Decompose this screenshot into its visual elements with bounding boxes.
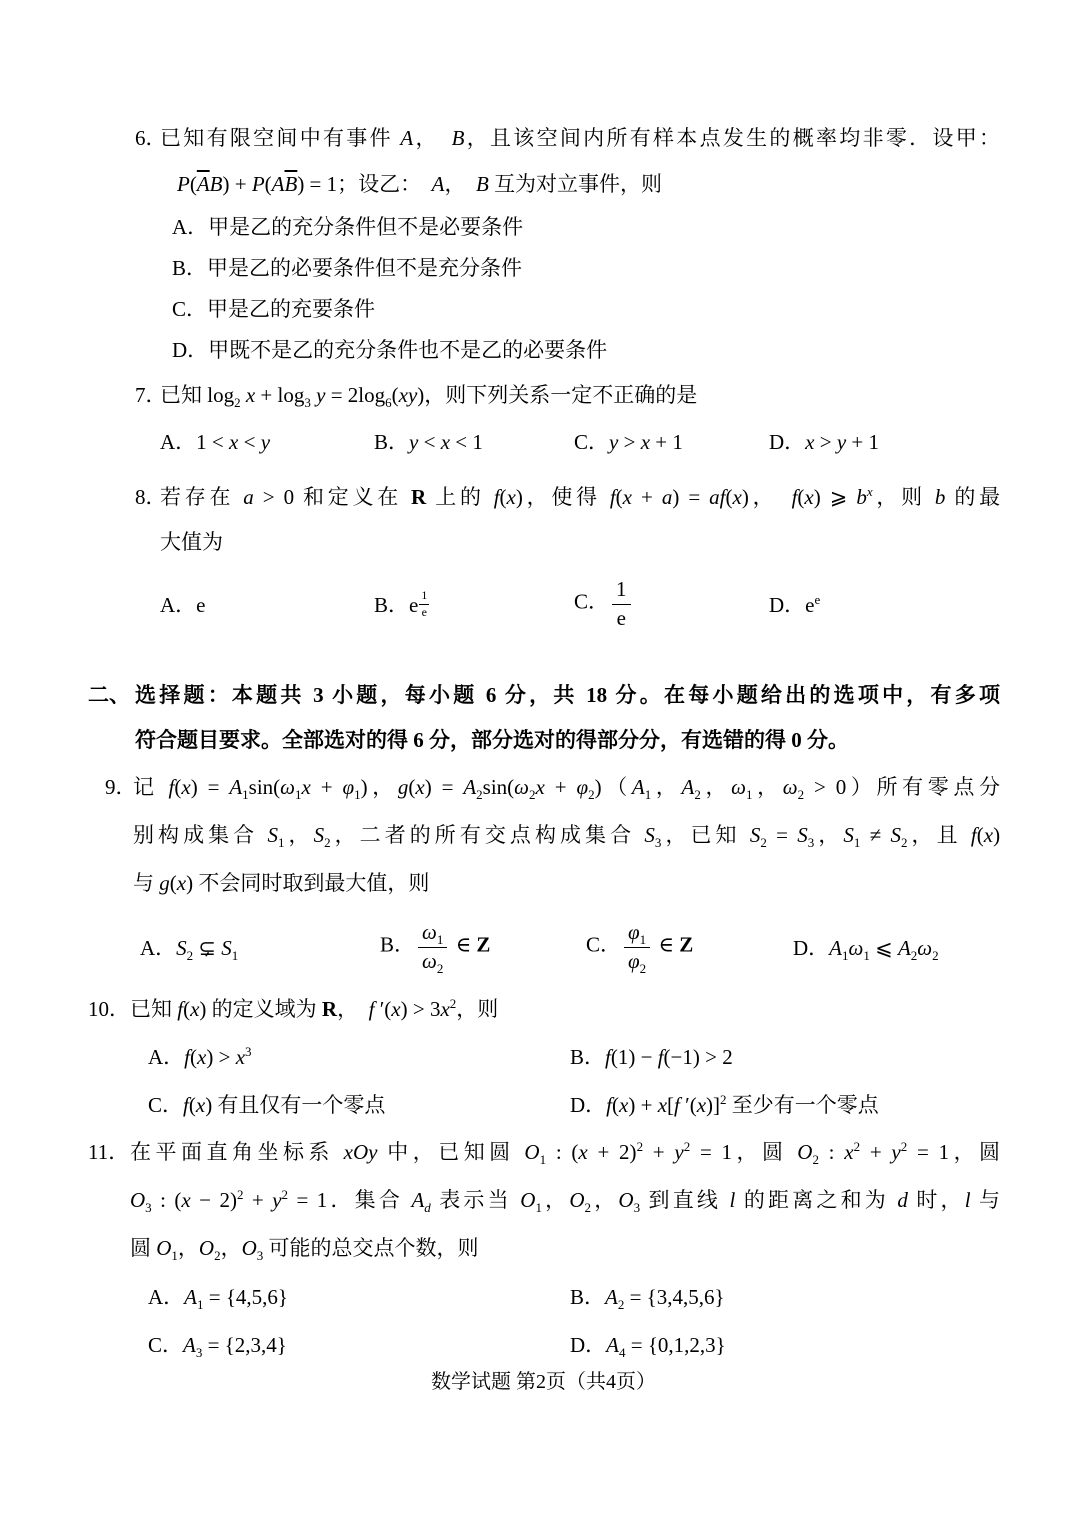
question-6-option-b: B．甲是乙的必要条件但不是充分条件 [172, 256, 523, 280]
question-9-line-2: 别构成集合 $S_1$，$S_2$，二者的所有交点构成集合 $S_3$，已知 $S_2 = S_3$，$S_1 \ne S_2$，且 f(x) [133, 823, 1001, 851]
question-6-line-1: 已知有限空间中有事件 A， B，且该空间内所有样本点发生的概率均非零．设甲： [160, 126, 1001, 150]
question-11-line-3: 圆 $O_1$，$O_2$，$O_3$ 可能的总交点个数，则 [130, 1236, 479, 1264]
question-7-option-b: B．y < x < 1 [374, 429, 483, 454]
section-2-header-line-1: 选择题：本题共 3 小题，每小题 6 分，共 18 分。在每小题给出的选项中，有多项 [135, 683, 1000, 707]
page-footer: 数学试题 第2页（共4页） [431, 1371, 656, 1393]
question-11-line-2: $O_3$ : $(x - 2)^2 + y^2 = 1$．集合 $A_d$ 表示当 $O_1$，$O_2$，$O_3$ 到直线 l 的距离之和为 d 时，l 与 [130, 1187, 1001, 1216]
question-11-option-a: A．$A_1 = \{4,5,6\}$ [148, 1285, 289, 1313]
question-8-number: 8． [135, 485, 167, 509]
question-8-option-b: B．e $^{\frac{1}{e}}$ [374, 587, 428, 619]
question-9-number: 9． [105, 775, 137, 799]
question-10-option-b: B．f(1) − f(−1) > 2 [570, 1045, 733, 1069]
question-7-option-d: D．x > y + 1 [769, 429, 880, 454]
question-11-line-1: 在平面直角坐标系 xOy 中，已知圆 $O_1$ : $(x + 2)^2 + y^2 = 1$，圆 $O_2$ : $x^2 + y^2 = 1$，圆 [130, 1139, 1001, 1168]
question-11-option-c: C．$A_3 = \{2,3,4\}$ [148, 1333, 287, 1361]
question-11 [88, 1128, 1000, 1368]
question-7 [88, 373, 1000, 463]
question-10-option-a: A．$f(x) > x^3$ [148, 1044, 252, 1069]
question-8-line-2: 大值为 [160, 530, 223, 554]
question-6-options [172, 207, 1000, 371]
question-6-option-c: C．甲是乙的充要条件 [172, 297, 376, 321]
section-2-label: 二、 [88, 683, 130, 707]
section-2-header [88, 673, 1000, 763]
question-9-option-a: A．$S_2$ ⊊ $S_1$ [140, 936, 239, 964]
question-11-options-row-2 [148, 1320, 1000, 1368]
question-7-line-1: 已知 $\log_2 x + \log_3 y = 2\log_6(xy)$，则下列关系一定不正确的是 [160, 383, 698, 411]
question-11-option-b: B．$A_2 = \{3,4,5,6\}$ [570, 1285, 725, 1313]
question-7-number: 7． [135, 383, 167, 407]
question-6-formula: $P(\overline{A}B) + P(A\overline{B}) = 1$；设乙： A， B 互为对立事件，则 [177, 172, 663, 196]
question-8-option-a: A．e [160, 593, 206, 617]
question-9-options [140, 907, 1000, 987]
section-2-header-line-2: 符合题目要求。全部选对的得 6 分，部分选对的得部分分，有选错的得 0 分。 [135, 728, 849, 752]
question-6-option-a: A．甲是乙的充分条件但不是必要条件 [172, 215, 524, 239]
question-10 [88, 987, 1000, 1128]
question-8-line-1: 若存在 a > 0 和定义在 R 上的 f(x)，使得 f(x + a) = af(x)， f(x) ⩾ $b^x$，则 b 的最 [160, 484, 1001, 509]
question-10-line-1: 已知 f(x) 的定义域为 R， f $'(x) > 3x^2$，则 [130, 996, 499, 1021]
question-6 [88, 116, 1000, 371]
question-9-option-b: B． $\frac{\omega_1}{\omega_2}$ ∈ Z [380, 920, 491, 976]
question-6-option-d: D．甲既不是乙的充分条件也不是乙的必要条件 [172, 338, 608, 362]
question-8-options [160, 565, 1000, 643]
question-8-option-d: D．$e^e$ [769, 592, 821, 617]
question-8 [88, 475, 1000, 643]
question-9 [88, 763, 1000, 987]
question-10-number: 10． [88, 997, 130, 1021]
question-11-number: 11． [88, 1140, 130, 1164]
question-10-options-row-1 [148, 1032, 1000, 1080]
question-10-options-row-2 [148, 1080, 1000, 1128]
question-9-line-3: 与 g(x) 不会同时取到最大值，则 [133, 871, 430, 895]
question-11-option-d: D．$A_4 = \{0,1,2,3\}$ [570, 1333, 726, 1361]
question-11-options-row-1 [148, 1272, 1000, 1320]
question-7-option-c: C．y > x + 1 [574, 429, 683, 454]
question-7-options [160, 418, 1000, 463]
question-9-option-c: C． $\frac{\varphi_1}{\varphi_2}$ ∈ Z [586, 920, 694, 976]
exam-content [88, 116, 1000, 1368]
question-10-option-d: D．f(x) + x[f ′(x)]$^2$ 至少有一个零点 [570, 1092, 879, 1117]
question-6-number: 6． [135, 126, 167, 150]
question-10-option-c: C．f(x) 有且仅有一个零点 [148, 1093, 386, 1117]
question-7-option-a: A．1 < x < y [160, 429, 271, 454]
question-8-option-c: C． $\frac{1}{e}$ [574, 577, 769, 630]
question-9-line-1: 记 $f(x) = A_1\sin(\omega_1x + \varphi_1)$，$g(x) = A_2\sin(\omega_2x + \varphi_2)(A_1$，$A_2$，$\omega_1$，$\omega_2 > 0$）所有零点分 [133, 775, 1001, 803]
question-9-option-d: D．$A_1\omega_1$ ⩽ $A_2\omega_2$ [793, 936, 939, 964]
